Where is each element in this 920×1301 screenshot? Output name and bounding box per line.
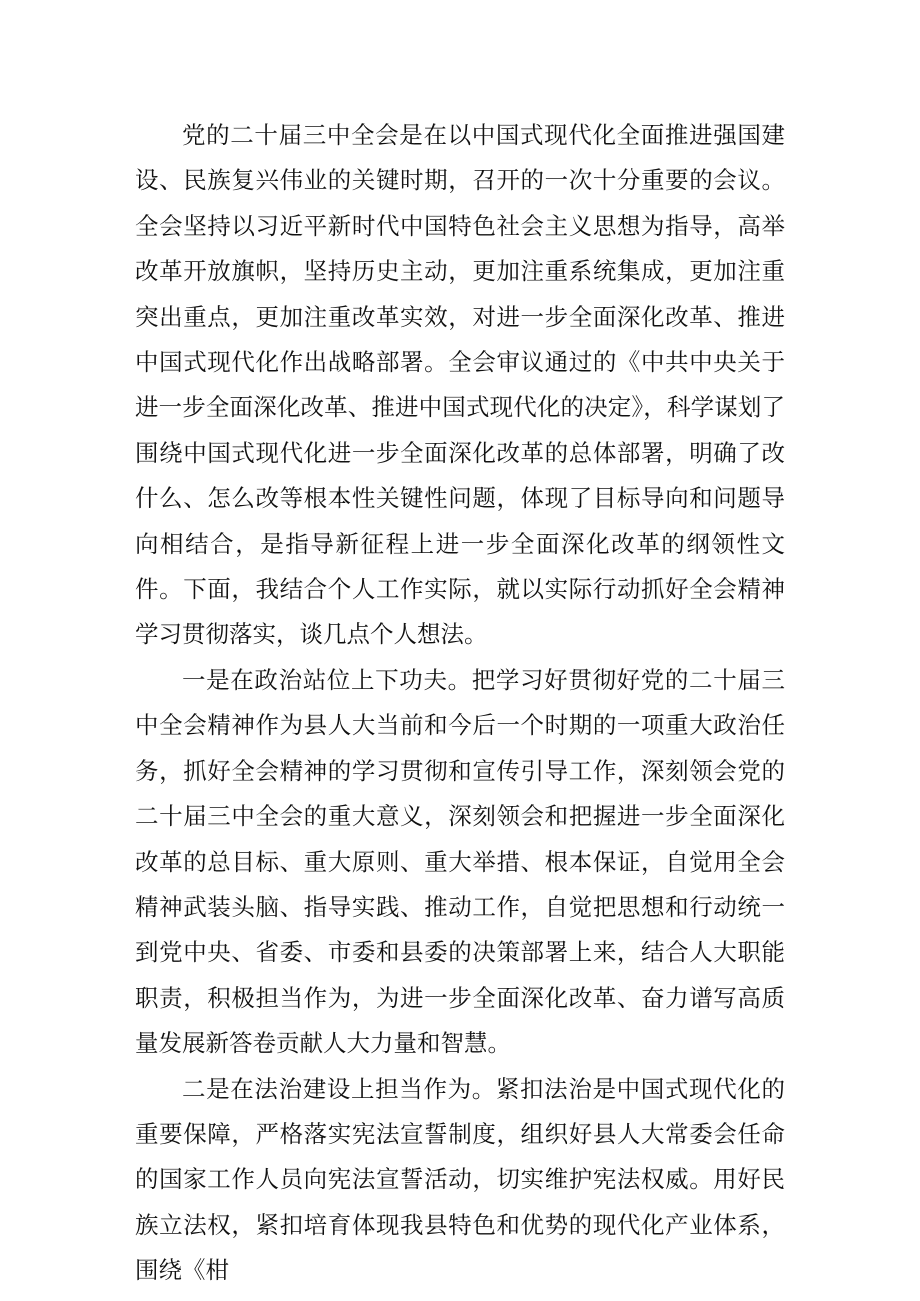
- paragraph-point-two: 二是在法治建设上担当作为。紧扣法治是中国式现代化的重要保障，严格落实宪法宣誓制度，组织好县人大常委会任命的国家工作人员向宪法宣誓活动，切实维护宪法权威。用好民族立法权，紧扣培育体现我县特色和优势的现代化产业体系，围绕《柑: [135, 1074, 785, 1285]
- paragraph-intro: 党的二十届三中全会是在以中国式现代化全面推进强国建设、民族复兴伟业的关键时期，召开的一次十分重要的会议。全会坚持以习近平新时代中国特色社会主义思想为指导，高举改革开放旗帜，坚持历史主动，更加注重系统集成，更加注重突出重点，更加注重改革实效，对进一步全面深化改革、推进中国式现代化作出战略部署。全会审议通过的《中共中央关于进一步全面深化改革、推进中国式现代化的决定》，科学谋划了围绕中国式现代化进一步全面深化改革的总体部署，明确了改什么、怎么改等根本性关键性问题，体现了目标导向和问题导向相结合，是指导新征程上进一步全面深化改革的纲领性文件。下面，我结合个人工作实际，就以实际行动抓好全会精神学习贯彻落实，谈几点个人想法。: [135, 121, 785, 649]
- paragraph-point-one: 一是在政治站位上下功夫。把学习好贯彻好党的二十届三中全会精神作为县人大当前和今后一个时期的一项重大政治任务，抓好全会精神的学习贯彻和宣传引导工作，深刻领会党的二十届三中全会的重大意义，深刻领会和把握进一步全面深化改革的总目标、重大原则、重大举措、根本保证，自觉用全会精神武装头脑、指导实践、推动工作，自觉把思想和行动统一到党中央、省委、市委和县委的决策部署上来，结合人大职能职责，积极担当作为，为进一步全面深化改革、奋力谱写高质量发展新答卷贡献人大力量和智慧。: [135, 665, 785, 1058]
- document-body: [135, 113, 785, 1294]
